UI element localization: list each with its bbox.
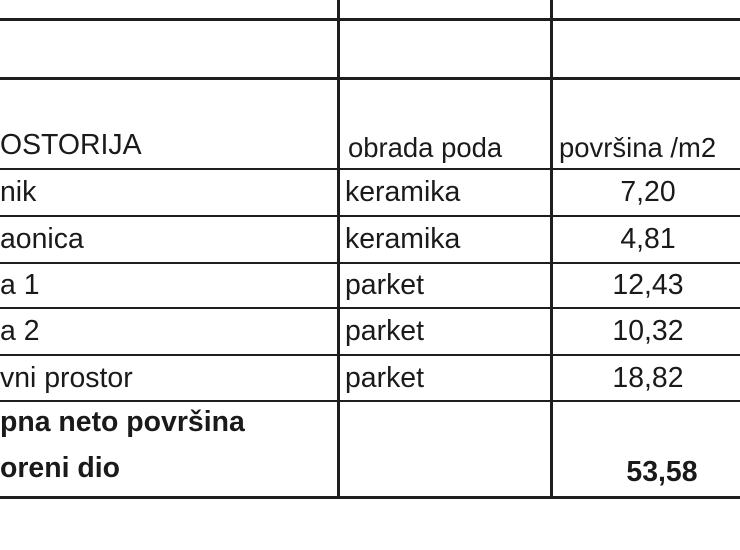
row-3-room: a 1 <box>0 269 40 301</box>
total-label-line-1: pna neto površina <box>0 406 245 438</box>
rule-header-bottom <box>0 168 740 170</box>
row-3-area: 12,43 <box>612 269 684 301</box>
rule-row-5 <box>0 400 740 402</box>
header-area: površina /m2 <box>559 132 717 163</box>
rule-row-2 <box>0 262 740 264</box>
row-2-room: aonica <box>0 223 84 255</box>
rule-header-top <box>0 77 740 80</box>
row-3-floor: parket <box>345 269 424 301</box>
row-1-room: nik <box>0 176 37 208</box>
total-value: 53,58 <box>626 456 698 488</box>
row-2-area: 4,81 <box>620 223 676 255</box>
rule-row-4 <box>0 354 740 356</box>
row-4-area: 10,32 <box>612 315 684 347</box>
rule-row-3 <box>0 307 740 309</box>
row-1-floor: keramika <box>345 176 461 208</box>
row-2-floor: keramika <box>345 223 461 255</box>
rule-col-2 <box>550 0 553 499</box>
header-floor: obrada poda <box>348 132 503 163</box>
rule-col-1 <box>337 0 340 499</box>
row-4-floor: parket <box>345 315 424 347</box>
row-5-area: 18,82 <box>612 362 684 394</box>
row-4-room: a 2 <box>0 315 40 347</box>
header-room: OSTORIJA <box>0 129 142 161</box>
rule-bottom <box>0 496 740 499</box>
header-area-clip <box>556 128 740 168</box>
rule-top <box>0 18 740 21</box>
row-5-floor: parket <box>345 362 424 394</box>
rule-row-1 <box>0 215 740 217</box>
row-1-area: 7,20 <box>620 176 676 208</box>
row-5-room: vni prostor <box>0 362 133 394</box>
total-label-line-2: oreni dio <box>0 452 121 484</box>
